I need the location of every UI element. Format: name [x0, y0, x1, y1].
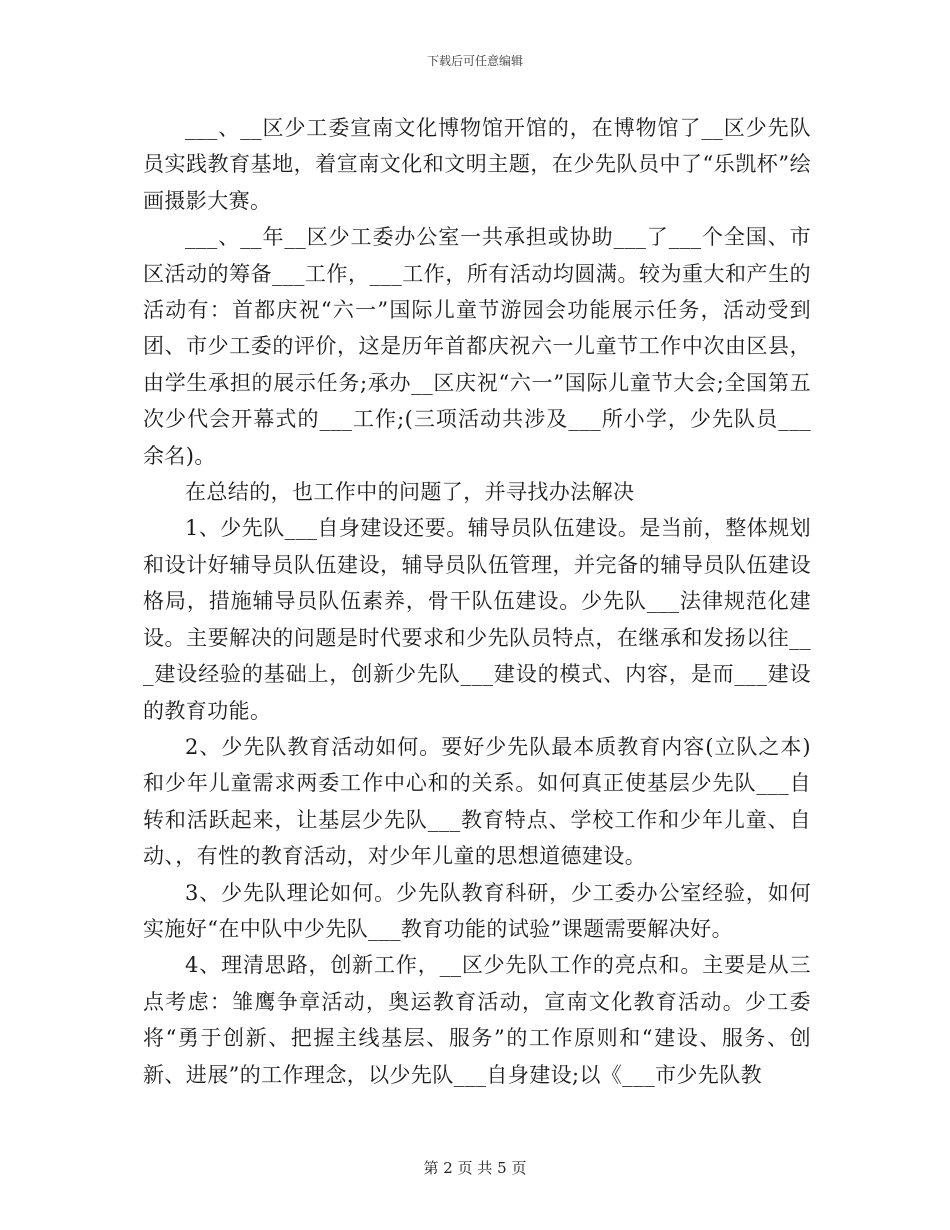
document-body — [143, 110, 811, 1093]
page-header: 下载后可任意编辑 — [426, 54, 523, 68]
paragraph-problems-intro: 在总结的，也工作中的问题了，并寻找办法解决 — [185, 480, 635, 505]
paragraph-museum: ___、__区少工委宣南文化博物馆开馆的，在博物馆了__区少先队员实践教育基地，着宣南文化和文明主题，在少先队员中了“乐凯杯”绘画摄影大赛。 — [143, 116, 811, 213]
paragraph-problem-2: 2、少先队教育活动如何。要好少先队最本质教育内容(立队之本)和少年儿童需求两委工作中心和的关系。如何真正使基层少先队___自转和活跃起来，让基层少先队___教育特点、学校工作和少年儿童、自动、，有性的教育活动，对少年儿童的思想道德建设。 — [143, 734, 811, 869]
paragraph-activities: ___、__年__区少工委办公室一共承担或协助___了___个全国、市区活动的筹备___工作，___工作，所有活动均圆满。较为重大和产生的活动有：首都庆祝“六一”国际儿童节游园会功能展示任务，活动受到团、市少工委的评价，这是历年首都庆祝六一儿童节工作中次由区县，由学生承担的展示任务;承办__区庆祝“六一”国际儿童节大会;全国第五次少代会开幕式的___工作;(三项活动共涉及___所小学，少先队员___余名)。 — [143, 225, 811, 468]
paragraph-problem-4: 4、理清思路，创新工作，__区少先队工作的亮点和。主要是从三点考虑：雏鹰争章活动，奥运教育活动，宣南文化教育活动。少工委将“勇于创新、把握主线基层、服务”的工作原则和“建设、服务、创新、进展”的工作理念，以少先队___自身建设;以《___市少先队教 — [143, 953, 811, 1087]
paragraph-problem-1: 1、少先队___自身建设还要。辅导员队伍建设。是当前，整体规划和设计好辅导员队伍建设，辅导员队伍管理，并完备的辅导员队伍建设格局，措施辅导员队伍素养，骨干队伍建设。少先队___法律规范化建设。主要解决的问题是时代要求和少先队员特点，在继承和发扬以往___建设经验的基础上，创新少先队___建设的模式、内容，是而___建设的教育功能。 — [143, 516, 811, 723]
paragraph-problem-3: 3、少先队理论如何。少先队教育科研，少工委办公室经验，如何实施好“在中队中少先队___教育功能的试验”课题需要解决好。 — [143, 880, 811, 941]
page-number-footer: 第 2 页 共 5 页 — [423, 1159, 527, 1177]
